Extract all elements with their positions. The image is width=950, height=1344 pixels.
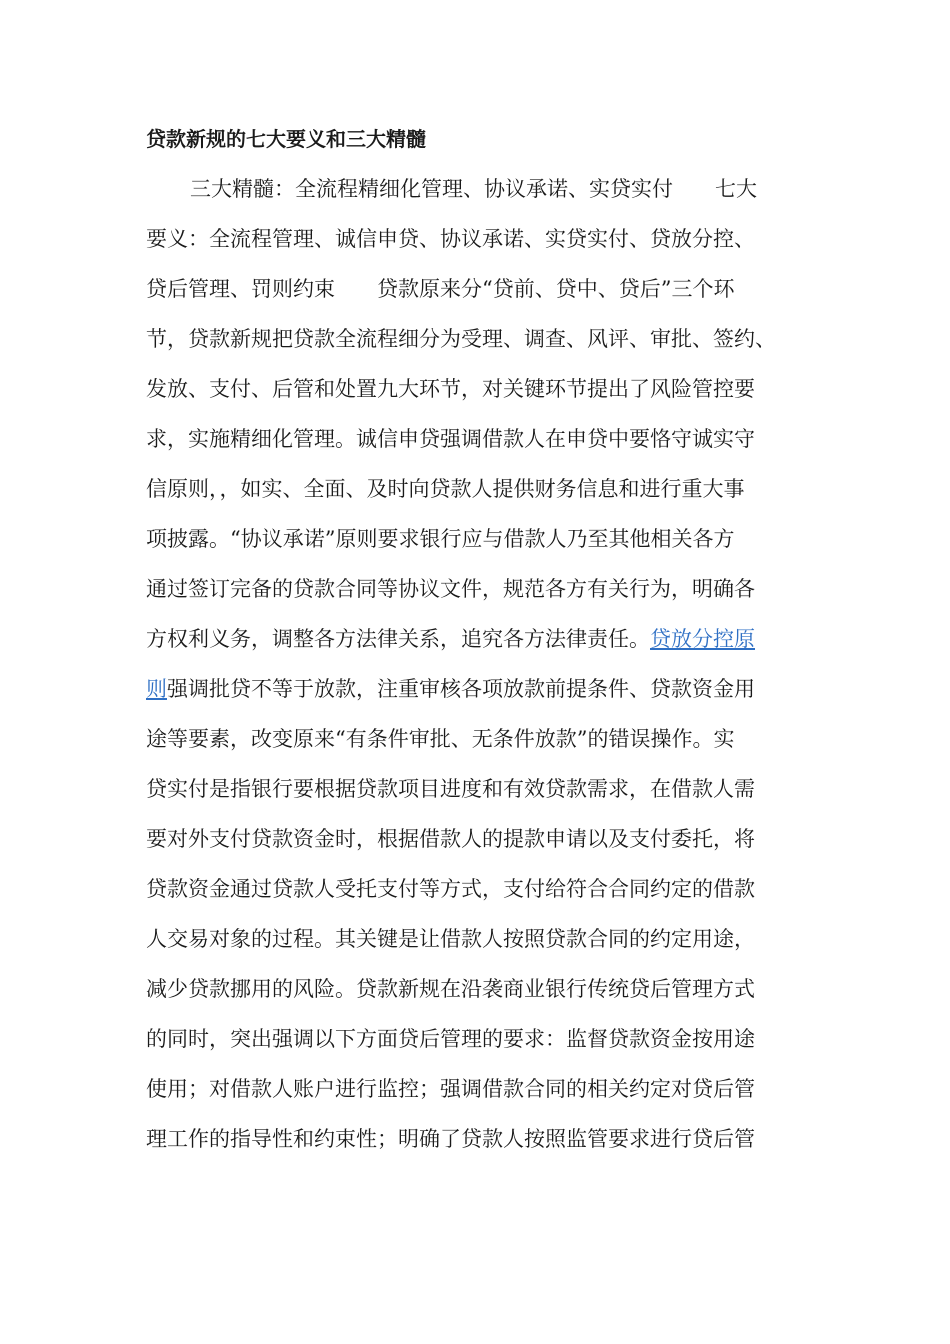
paragraph-line	[146, 774, 806, 804]
line-text: 人交易对象的过程。其关键是让借款人按照贷款合同的约定用途，	[146, 927, 755, 951]
paragraph-line	[146, 874, 806, 904]
line-text: 三大精髓：全流程精细化管理、协议承诺、实贷实付 七大	[190, 177, 757, 201]
paragraph-line	[146, 274, 806, 304]
hyperlink-loan-separation-principle-cont[interactable]: 则	[146, 677, 167, 701]
line-text: 求，实施精细化管理。诚信申贷强调借款人在申贷中要恪守诚实守	[146, 427, 755, 451]
paragraph-line	[146, 824, 806, 854]
paragraph-line	[146, 1124, 806, 1154]
line-text: 使用；对借款人账户进行监控；强调借款合同的相关约定对贷后管	[146, 1077, 755, 1101]
paragraph-line	[146, 1074, 806, 1104]
line-text: 途等要素，改变原来“有条件审批、无条件放款”的错误操作。实	[146, 727, 735, 751]
paragraph-line	[146, 674, 806, 704]
paragraph-line	[146, 574, 806, 604]
paragraph-line	[146, 324, 806, 354]
paragraph-line	[146, 924, 806, 954]
document-title: 贷款新规的七大要义和三大精髓	[146, 127, 426, 151]
line-text: 发放、支付、后管和处置九大环节，对关键环节提出了风险管控要	[146, 377, 755, 401]
line-text: 减少贷款挪用的风险。贷款新规在沿袭商业银行传统贷后管理方式	[146, 977, 755, 1001]
hyperlink-loan-separation-principle[interactable]: 贷放分控原	[650, 627, 755, 651]
paragraph-line	[146, 1024, 806, 1054]
line-text: 贷款资金通过贷款人受托支付等方式，支付给符合合同约定的借款	[146, 877, 755, 901]
line-text: 方权利义务，调整各方法律关系，追究各方法律责任。	[146, 627, 650, 651]
line-text: 贷后管理、罚则约束 贷款原来分“贷前、贷中、贷后”三个环	[146, 277, 735, 301]
paragraph-line	[146, 374, 806, 404]
line-text: 节，贷款新规把贷款全流程细分为受理、调查、风评、审批、签约、	[146, 327, 776, 351]
paragraph-line	[146, 724, 806, 754]
paragraph-line	[146, 424, 806, 454]
paragraph-line	[190, 174, 806, 204]
line-text: 强调批贷不等于放款，注重审核各项放款前提条件、贷款资金用	[167, 677, 755, 701]
line-text: 的同时，突出强调以下方面贷后管理的要求：监督贷款资金按用途	[146, 1027, 755, 1051]
paragraph-line	[146, 974, 806, 1004]
line-text: 通过签订完备的贷款合同等协议文件，规范各方有关行为，明确各	[146, 577, 755, 601]
paragraph-line	[146, 474, 806, 504]
line-text: 理工作的指导性和约束性；明确了贷款人按照监管要求进行贷后管	[146, 1127, 755, 1151]
line-text: 项披露。“协议承诺”原则要求银行应与借款人乃至其他相关各方	[146, 527, 735, 551]
paragraph-line	[146, 224, 806, 254]
line-text: 要对外支付贷款资金时，根据借款人的提款申请以及支付委托，将	[146, 827, 755, 851]
paragraph-line	[146, 624, 806, 654]
line-text: 要义：全流程管理、诚信申贷、协议承诺、实贷实付、贷放分控、	[146, 227, 755, 251]
paragraph-line	[146, 524, 806, 554]
line-text: 贷实付是指银行要根据贷款项目进度和有效贷款需求，在借款人需	[146, 777, 755, 801]
line-text: 信原则，，如实、全面、及时向贷款人提供财务信息和进行重大事	[146, 477, 745, 501]
